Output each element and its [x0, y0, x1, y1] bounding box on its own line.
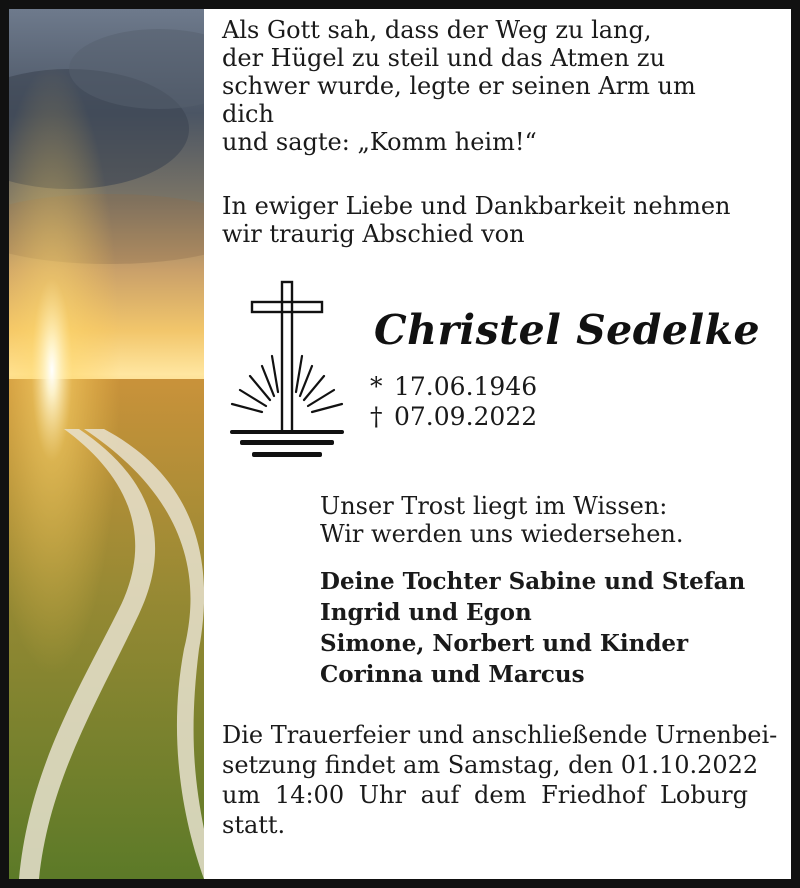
poem-line: der Hügel zu steil und das Atmen zu [222, 44, 666, 72]
consolation-line: Wir werden uns wiedersehen. [320, 520, 684, 548]
poem [222, 16, 748, 156]
mourner-name: Corinna und Marcus [320, 661, 585, 688]
mourner-name: Simone, Norbert und Kinder [320, 630, 689, 657]
funeral-service-info [222, 720, 778, 840]
farewell-text [222, 192, 748, 248]
birth-date: 17.06.1946 [394, 372, 538, 401]
farewell-line: wir traurig Abschied von [222, 220, 525, 248]
birth-symbol: * [370, 372, 383, 401]
mourners-list [320, 566, 750, 690]
life-dates [370, 372, 537, 432]
deceased-name: Christel Sedelke [374, 306, 761, 354]
service-line: Die Trauerfeier und anschließende Urnenbei- [222, 721, 778, 749]
service-line: statt. [222, 811, 286, 839]
poem-line: schwer wurde, legte er seinen Arm um dich [222, 72, 696, 128]
poem-line: und sagte: „Komm heim!“ [222, 128, 537, 156]
mourner-name: Deine Tochter Sabine und Stefan [320, 568, 746, 595]
cross-sunrise-icon [222, 278, 352, 468]
consolation-text [320, 492, 750, 548]
birth-date-row [370, 372, 537, 402]
death-symbol: † [370, 402, 383, 431]
death-date-row [370, 402, 537, 432]
consolation-line: Unser Trost liegt im Wissen: [320, 492, 668, 520]
death-date: 07.09.2022 [394, 402, 538, 431]
mourner-name: Ingrid und Egon [320, 599, 532, 626]
sunset-country-road-photo [9, 9, 204, 879]
farewell-line: In ewiger Liebe und Dankbarkeit nehmen [222, 192, 731, 220]
service-line: um 14:00 Uhr auf dem Friedhof Loburg [222, 781, 748, 809]
service-line: setzung findet am Samstag, den 01.10.2022 [222, 751, 759, 779]
poem-line: Als Gott sah, dass der Weg zu lang, [222, 16, 652, 44]
